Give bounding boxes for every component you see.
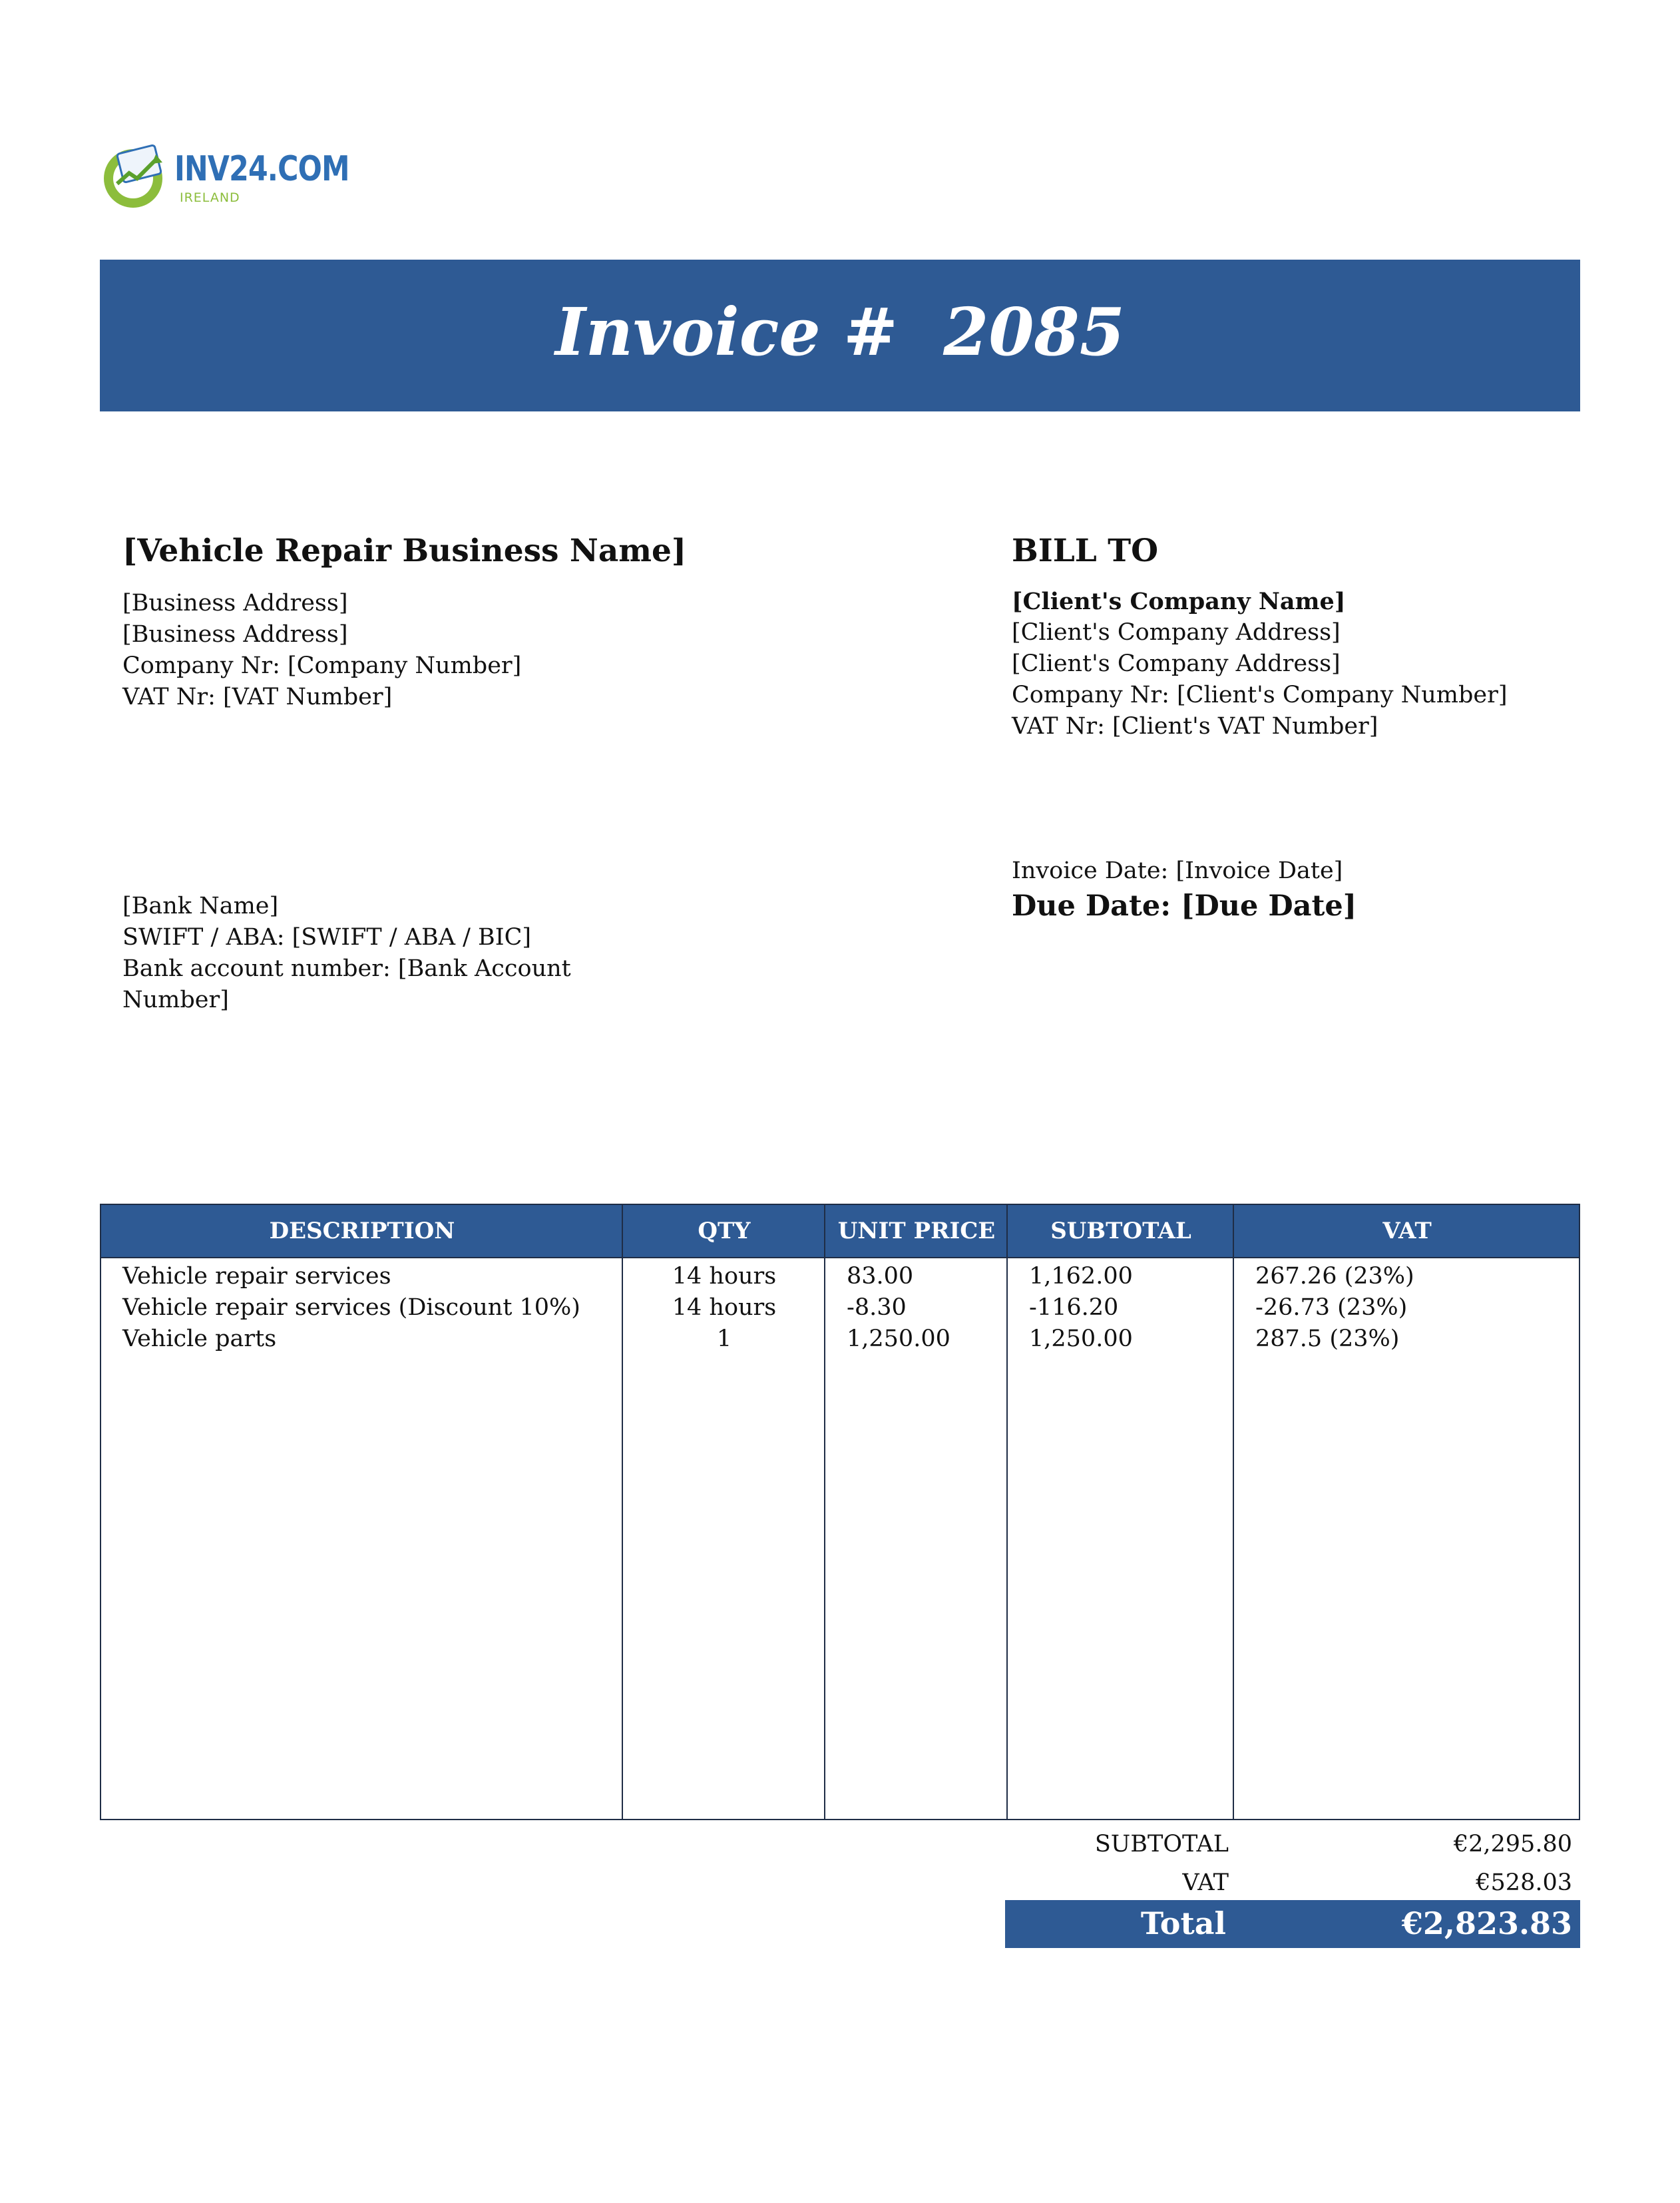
row-1-vat: 267.26 (23%) xyxy=(1255,1263,1414,1290)
client-company-name: [Client's Company Name] xyxy=(1012,588,1346,615)
row-3-description: Vehicle parts xyxy=(122,1326,277,1352)
subtotal-label: SUBTOTAL xyxy=(1094,1831,1229,1857)
bank-name: [Bank Name] xyxy=(122,893,279,919)
header-subtotal: SUBTOTAL xyxy=(1050,1218,1191,1244)
row-1-description: Vehicle repair services xyxy=(122,1263,391,1290)
total-bar xyxy=(1005,1900,1580,1948)
column-divider xyxy=(1233,1205,1234,1819)
total-value: €2,823.83 xyxy=(1401,1905,1572,1941)
row-2-unit-price: -8.30 xyxy=(847,1294,907,1321)
invoice-title-banner xyxy=(100,260,1580,411)
row-2-description: Vehicle repair services (Discount 10%) xyxy=(122,1294,580,1321)
bank-account-line-1: Bank account number: [Bank Account xyxy=(122,955,571,982)
table-header xyxy=(101,1205,1579,1258)
subtotal-value: €2,295.80 xyxy=(1453,1831,1572,1857)
logo-country-text: IRELAND xyxy=(180,190,240,205)
seller-address-2: [Business Address] xyxy=(122,621,348,648)
row-1-unit-price: 83.00 xyxy=(847,1263,914,1290)
row-3-qty: 1 xyxy=(716,1326,732,1352)
due-date: Due Date: [Due Date] xyxy=(1012,889,1357,923)
seller-address-1: [Business Address] xyxy=(122,590,348,616)
invoice-date: Invoice Date: [Invoice Date] xyxy=(1012,857,1343,884)
row-2-vat: -26.73 (23%) xyxy=(1255,1294,1408,1321)
row-3-vat: 287.5 (23%) xyxy=(1255,1326,1400,1352)
header-description: DESCRIPTION xyxy=(269,1218,455,1244)
logo-brand-text: INV24.COM xyxy=(174,149,349,189)
bank-account-line-2: Number] xyxy=(122,987,229,1013)
client-address-2: [Client's Company Address] xyxy=(1012,650,1341,677)
invoice-title: Invoice # 2085 xyxy=(555,294,1125,371)
bank-swift: SWIFT / ABA: [SWIFT / ABA / BIC] xyxy=(122,924,532,951)
seller-company-nr: Company Nr: [Company Number] xyxy=(122,652,522,679)
vat-value: €528.03 xyxy=(1476,1869,1572,1896)
seller-name: [Vehicle Repair Business Name] xyxy=(122,533,687,569)
row-3-subtotal: 1,250.00 xyxy=(1029,1326,1133,1352)
client-vat-nr: VAT Nr: [Client's VAT Number] xyxy=(1012,713,1378,740)
row-1-subtotal: 1,162.00 xyxy=(1029,1263,1133,1290)
row-1-qty: 14 hours xyxy=(672,1263,777,1290)
row-3-unit-price: 1,250.00 xyxy=(847,1326,950,1352)
row-2-qty: 14 hours xyxy=(672,1294,777,1321)
client-address-1: [Client's Company Address] xyxy=(1012,619,1341,646)
items-table xyxy=(100,1204,1580,1820)
seller-vat-nr: VAT Nr: [VAT Number] xyxy=(122,684,393,710)
bill-to-details xyxy=(1012,586,1508,742)
client-company-nr: Company Nr: [Client's Company Number] xyxy=(1012,682,1508,708)
logo-icon xyxy=(100,140,173,213)
seller-details xyxy=(122,588,521,713)
vat-label: VAT xyxy=(1182,1869,1229,1896)
bank-details xyxy=(122,891,571,1016)
header-vat: VAT xyxy=(1382,1218,1432,1244)
bill-to-heading: BILL TO xyxy=(1012,533,1159,569)
header-qty: QTY xyxy=(698,1218,751,1244)
column-divider xyxy=(1006,1205,1008,1819)
header-unit-price: UNIT PRICE xyxy=(837,1218,996,1244)
row-2-subtotal: -116.20 xyxy=(1029,1294,1119,1321)
total-label: Total xyxy=(1140,1905,1226,1941)
company-logo xyxy=(100,140,349,213)
